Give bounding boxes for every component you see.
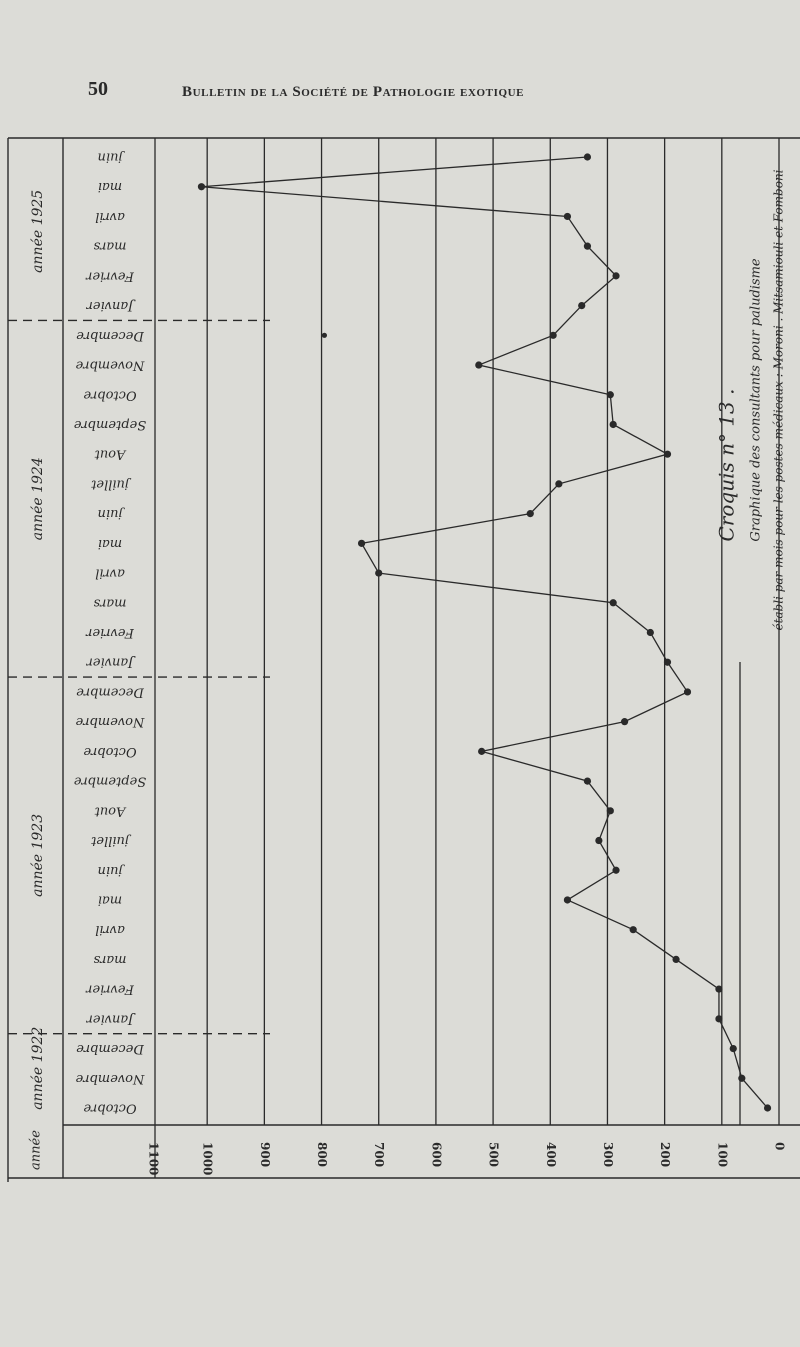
value-tick-0: 0 [772,1142,787,1151]
data-point [738,1075,745,1082]
month-label: Octobre [83,1100,137,1116]
month-label: juillet [91,476,129,492]
value-tick-300: 300 [600,1142,615,1168]
data-point [715,986,722,993]
data-point [555,480,562,487]
month-label: Aout [94,446,126,462]
month-label: mars [93,951,127,967]
data-point [764,1104,771,1111]
month-label: mars [93,238,127,254]
value-tick-600: 600 [429,1142,444,1168]
month-label: mai [97,892,123,908]
data-point [621,718,628,725]
data-point [550,332,557,339]
data-point [730,1045,737,1052]
year-labels [29,190,47,1170]
month-label: Octobre [83,743,137,759]
month-label: Octobre [83,387,137,403]
month-label: juin [97,149,123,165]
month-label: juin [97,862,123,878]
data-point [584,153,591,160]
chart-subtitle-line-1: Graphique des consultants pour paludisme [748,258,764,542]
data-point [475,361,482,368]
data-point [664,451,671,458]
month-label: Janvier [86,1011,134,1027]
data-point [595,837,602,844]
data-point [664,659,671,666]
value-tick-500: 500 [486,1142,501,1168]
value-tick-100: 100 [715,1142,730,1168]
month-label: Decembre [76,327,144,343]
data-point [564,896,571,903]
month-label: Decembre [76,1041,144,1057]
month-label: mai [97,179,123,195]
data-point [198,183,205,190]
value-tick-400: 400 [543,1142,558,1168]
value-tick-1000: 1000 [200,1142,215,1176]
value-tick-200: 200 [658,1142,673,1168]
chart-caption [715,169,786,630]
month-label: Fevrier [86,981,134,997]
series-line [201,157,767,1108]
month-labels [74,150,147,1116]
data-point [610,599,617,606]
month-label: avril [95,208,125,224]
chart-title: Croquis n° 13 . [714,388,739,542]
data-point [527,510,534,517]
data-point [358,540,365,547]
data-point [684,688,691,695]
month-label: Septembre [73,416,147,432]
month-label: Novembre [75,357,145,373]
gridlines [155,138,779,1178]
month-label: Janvier [86,654,134,670]
month-label: mai [97,535,123,551]
value-tick-800: 800 [315,1142,330,1168]
data-point [630,926,637,933]
data-point [610,421,617,428]
month-label: Janvier [86,298,134,314]
year-label: année 1922 [30,1026,46,1110]
month-label: juin [97,506,123,522]
data-point [564,213,571,220]
value-tick-1100: 1100 [146,1142,161,1176]
month-label: juillet [91,833,129,849]
data-point [612,272,619,279]
month-label: Novembre [75,714,145,730]
year-label: année 1924 [30,457,46,541]
data-point [375,569,382,576]
series-consultants [198,153,771,1111]
chart-subtitle-line-2: établi par mois pour les postes médicaux : Moroni . Mitsamiouli et Fomboni [771,169,786,631]
data-point [584,777,591,784]
page-number: 50 [88,78,108,100]
month-label: Decembre [76,684,144,700]
year-label: année 1925 [30,189,46,273]
month-label: Novembre [75,1070,145,1086]
data-point [612,867,619,874]
value-tick-700: 700 [372,1142,387,1168]
data-point [607,807,614,814]
month-label: mars [93,595,127,611]
month-label: Fevrier [86,625,134,640]
data-point [647,629,654,636]
year-label: année 1923 [30,813,46,897]
data-point [478,748,485,755]
month-label: avril [95,922,125,938]
value-tick-900: 900 [257,1142,272,1168]
data-point [578,302,585,309]
value-tick-labels [147,1142,787,1175]
year-column-label: année [28,1130,44,1170]
data-point [607,391,614,398]
data-point [584,243,591,250]
month-label: Fevrier [86,268,134,284]
running-title: Bulletin de la Société de Pathologie exotique [182,84,525,100]
data-point [672,956,679,963]
data-point [715,1015,722,1022]
month-label: Septembre [73,773,147,789]
month-label: avril [95,565,125,581]
stray-data-point [322,333,327,338]
month-label: Aout [94,803,126,819]
